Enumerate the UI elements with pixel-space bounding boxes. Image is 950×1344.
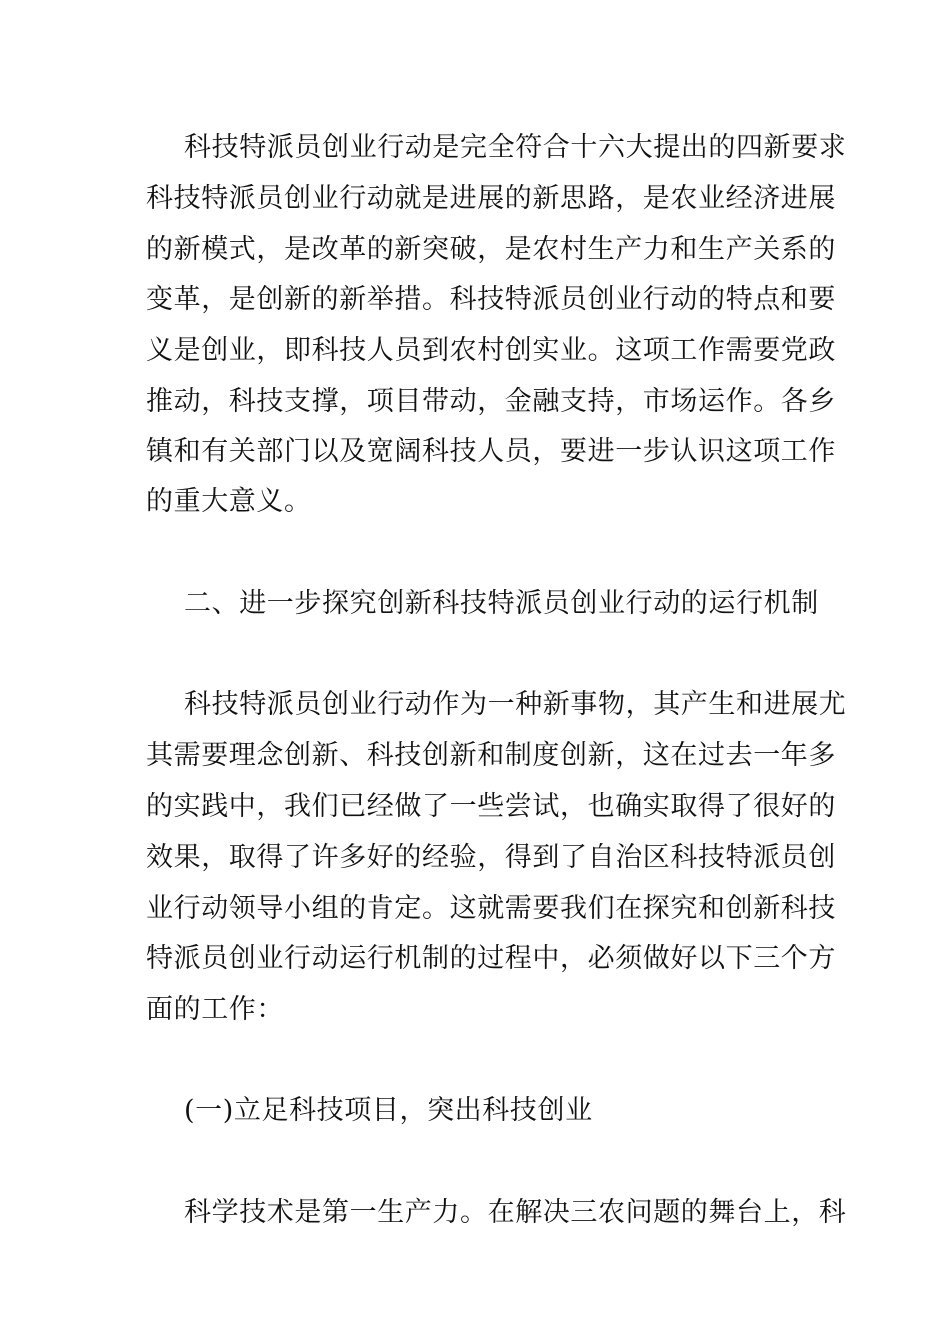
paragraph-line: 效果，取得了许多好的经验，得到了自治区科技特派员创: [146, 842, 836, 873]
paragraph-line: 的新模式，是改革的新突破，是农村生产力和生产关系的: [146, 234, 836, 265]
paragraph-line: 其需要理念创新、科技创新和制度创新，这在过去一年多: [146, 740, 836, 771]
paragraph-line: 义是创业，即科技人员到农村创实业。这项工作需要党政: [146, 335, 836, 366]
paragraph-line: 科技特派员创业行动就是进展的新思路，是农业经济进展: [146, 183, 836, 214]
paragraph-line: 特派员创业行动运行机制的过程中，必须做好以下三个方: [146, 943, 836, 974]
section-heading: 二、进一步探究创新科技特派员创业行动的运行机制: [184, 588, 819, 619]
paragraph-line: 变革，是创新的新举措。科技特派员创业行动的特点和要: [146, 284, 836, 315]
paragraph-line: 业行动领导小组的肯定。这就需要我们在探究和创新科技: [146, 893, 836, 924]
paragraph-line: 的实践中，我们已经做了一些尝试，也确实取得了很好的: [146, 791, 836, 822]
paragraph-line: 科学技术是第一生产力。在解决三农问题的舞台上，科: [184, 1197, 847, 1228]
paragraph-line: 镇和有关部门以及宽阔科技人员，要进一步认识这项工作: [146, 436, 836, 467]
paragraph-line: 推动，科技支撑，项目带动，金融支持，市场运作。各乡: [146, 386, 836, 417]
paragraph-line: 面的工作：: [146, 994, 284, 1025]
subsection-heading: (一)立足科技项目，突出科技创业: [184, 1095, 593, 1126]
paragraph-line: 科技特派员创业行动是完全符合十六大提出的四新要求: [184, 132, 847, 163]
paragraph-line: 科技特派员创业行动作为一种新事物，其产生和进展尤: [184, 689, 847, 720]
paragraph-line: 的重大意义。: [146, 486, 312, 517]
